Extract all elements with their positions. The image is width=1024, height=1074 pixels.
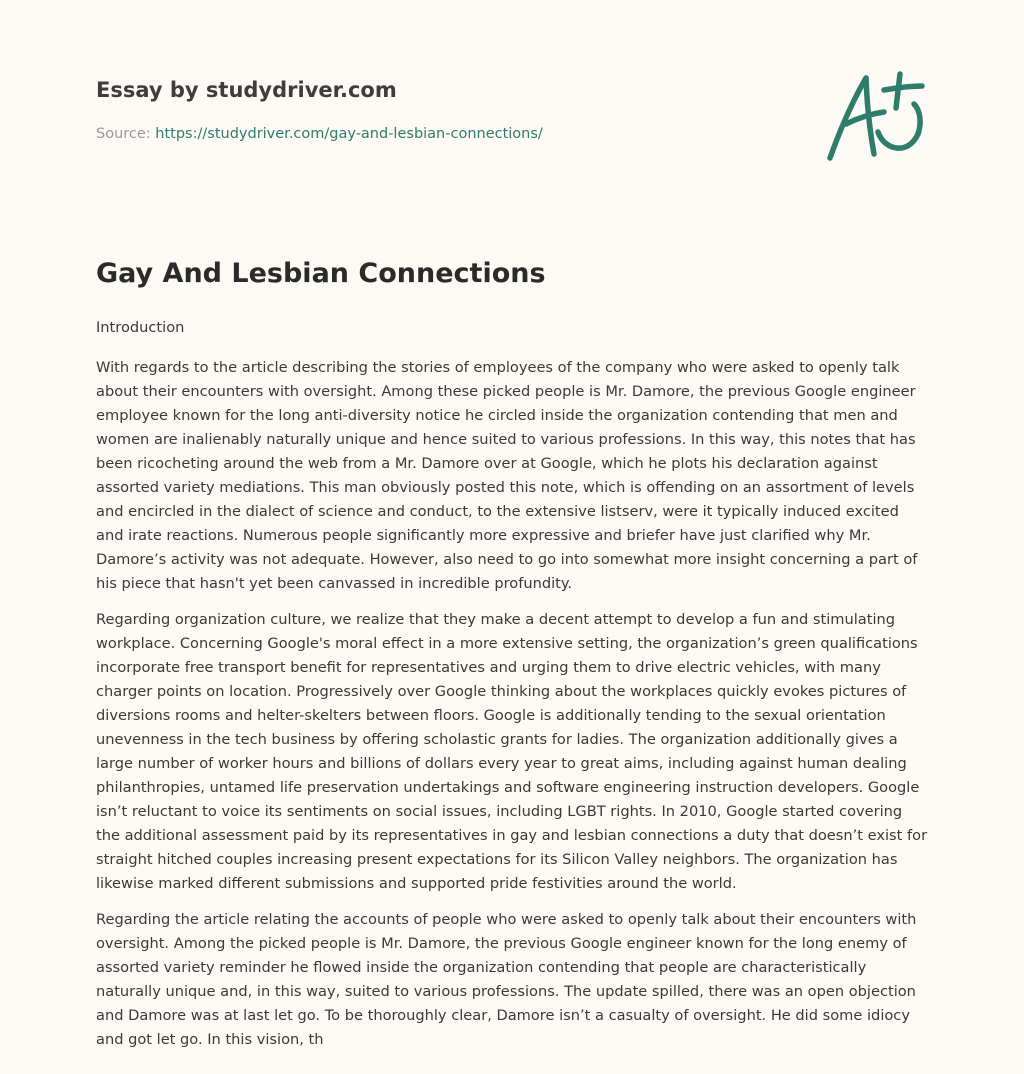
essay-paragraph: Regarding organization culture, we realize that they make a decent attempt to develop a fun and stimulating workplace. Concerning Google's moral effect in a more extensive setting, the organization’s green qualifications incorporate free transport benefit for representatives and urging them to drive electric vehicles, with many charger points on location. Progressively over Google thinking about the workplaces quickly evokes pictures of diversions rooms and helter-skelters between floors. Google is additionally tending to the sexual orientation unevenness in the tech business by offering scholastic grants for ladies. The organization additionally gives a large number of worker hours and billions of dollars every year to great aims, including against human dealing philanthropies, untamed life preservation undertakings and software engineering instruction developers. Google isn’t reluctant to voice its sentiments on social issues, including LGBT rights. In 2010, Google started covering the additional assessment paid by its representatives in gay and lesbian connections a duty that doesn’t exist for straight hitched couples increasing present expectations for its Silicon Valley neighbors. The organization has likewise marked different submissions and supported pride festivities around the world. [96, 611, 928, 892]
essay-header [96, 76, 796, 144]
source-label: Source: [96, 126, 156, 142]
essay-by-heading: Essay by studydriver.com [96, 78, 397, 102]
essay-content [96, 316, 928, 1064]
source-line [96, 124, 796, 144]
source-link[interactable]: https://studydriver.com/gay-and-lesbian-connections/ [155, 126, 543, 142]
a-plus-logo-icon [822, 68, 928, 164]
page-title: Gay And Lesbian Connections [96, 258, 546, 289]
intro-heading: Introduction [96, 319, 185, 336]
essay-paragraph: Regarding the article relating the accounts of people who were asked to openly talk about their encounters with oversight. Among the picked people is Mr. Damore, the previous Google engineer known for the long enemy of assorted variety reminder he flowed inside the organization contending that people are characteristically naturally unique and, in this way, suited to various professions. The update spilled, there was an open objection and Damore was at last let go. To be thoroughly clear, Damore isn’t a casualty of oversight. He did some idiocy and got let go. In this vision, th [96, 911, 917, 1048]
essay-paragraph: With regards to the article describing the stories of employees of the company who were asked to openly talk about their encounters with oversight. Among these picked people is Mr. Damore, the previous Google engineer employee known for the long anti-diversity notice he circled inside the organization contending that men and women are inalienably naturally unique and hence suited to various professions. In this way, this notes that has been ricocheting around the web from a Mr. Damore over at Google, which he plots his declaration against assorted variety mediations. This man obviously posted this note, which is offending on an assortment of levels and encircled in the dialect of science and conduct, to the extensive listserv, were it typically induced excited and irate reactions. Numerous people significantly more expressive and briefer have just clarified why Mr. Damore’s activity was not adequate. However, also need to go into somewhat more insight concerning a part of his piece that hasn't yet been canvassed in incredible profundity. [96, 359, 918, 592]
